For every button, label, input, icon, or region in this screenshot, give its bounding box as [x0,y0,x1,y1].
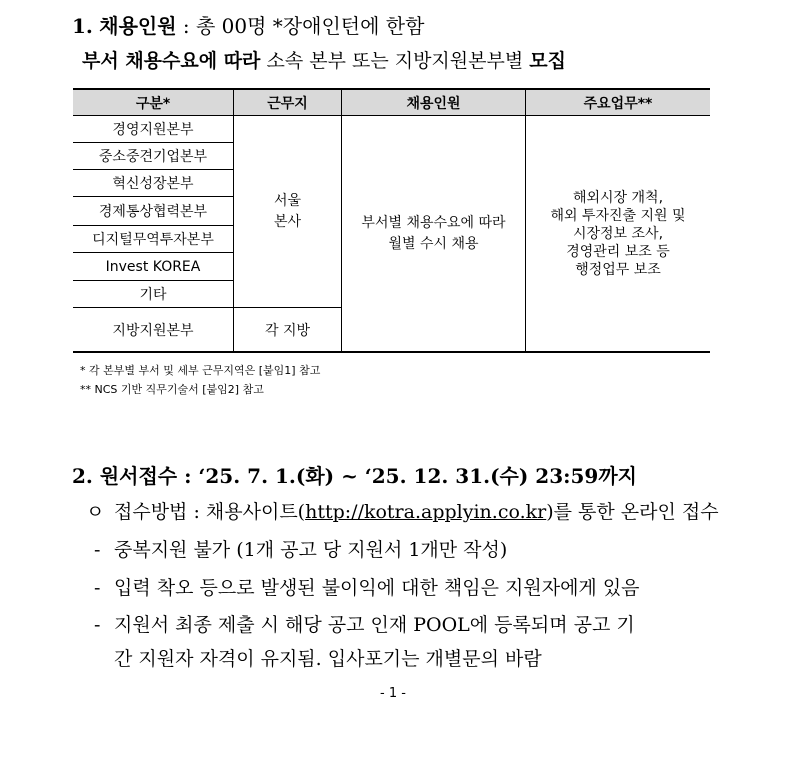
item-text: 지원서 최종 제출 시 해당 공고 인재 POOL에 등록되며 공고 기 [114,614,635,636]
duty-line: 행정업무 보조 [575,261,661,278]
division-cell: 중소중견기업본부 [98,149,208,165]
division-cell: 디지털무역투자본부 [92,232,214,248]
duties-cell [526,116,710,351]
section1-sep: : [182,14,190,38]
division-cell: 기타 [139,287,167,303]
list-item [94,573,640,600]
recruits-cell [342,116,525,351]
division-cell: 경제통상협력본부 [98,204,208,220]
list-item [94,535,507,562]
dash-bullet: - [94,577,101,599]
recruits-line1: 부서별 채용수요에 따라 [361,214,506,231]
method-line [86,497,719,524]
section1-heading [72,10,424,39]
duty-line: 해외 투자진출 지원 및 [550,207,686,224]
division-cell: 지방지원본부 [112,322,194,339]
dash-bullet: - [94,539,101,561]
location-seoul [234,116,341,307]
location-seoul-line1: 서울 [273,192,302,209]
division-cell: 혁신성장본부 [112,176,194,192]
header-recruits: 채용인원 [406,95,461,112]
section1-detail: 총 00명 *장애인턴에 한함 [196,14,425,38]
item-text: 중복지원 불가 (1개 공고 당 지원서 1개만 작성) [114,539,508,561]
sub-bold-2: 모집 [529,50,566,72]
sub-plain: 소속 본부 또는 지방지원본부별 [266,50,524,72]
section1-number: 1. [72,14,93,38]
location-seoul-line2: 본사 [273,213,302,230]
dash-bullet: - [94,614,101,636]
section1-subtitle [82,46,566,73]
method-bullet: ㅇ [86,501,105,523]
method-suffix: )를 통한 온라인 접수 [546,501,719,523]
list-item-continuation: 간 지원자 자격이 유지됨. 입사포기는 개별문의 바람 [114,648,542,670]
table-note-1: * 각 본부별 부서 및 세부 근무지역은 [붙임1] 참고 [80,364,321,377]
location-regional: 각 지방 [264,322,311,339]
header-location: 근무지 [267,95,308,112]
duty-line: 해외시장 개척, [572,189,664,206]
table-note-2: ** NCS 기반 직무기술서 [붙임2] 참고 [80,383,264,396]
section2-title: 2. 원서접수 : ‘25. 7. 1.(화) ~ ‘25. 12. 31.(수) 23:59까지 [72,464,637,488]
list-item [94,610,635,637]
table-bottom-border [73,351,710,353]
division-cell: 경영지원본부 [112,122,194,138]
item-text: 입력 착오 등으로 발생된 불이익에 대한 책임은 지원자에게 있음 [114,577,640,599]
page-number: - 1 - [380,686,406,701]
method-prefix: 접수방법 : 채용사이트( [114,501,306,523]
sub-bold-1: 부서 채용수요에 따라 [82,50,261,72]
header-division: 구분* [135,95,171,112]
recruitment-table [73,88,710,353]
recruits-line2: 월별 수시 채용 [388,235,479,252]
header-duties: 주요업무** [583,95,653,112]
apply-site-link[interactable]: http://kotra.applyin.co.kr [305,501,547,523]
duty-line: 경영관리 보조 등 [566,243,670,260]
division-cell: Invest KOREA [105,258,201,275]
duty-line: 시장정보 조사, [572,225,664,242]
section1-title: 채용인원 [99,14,177,38]
